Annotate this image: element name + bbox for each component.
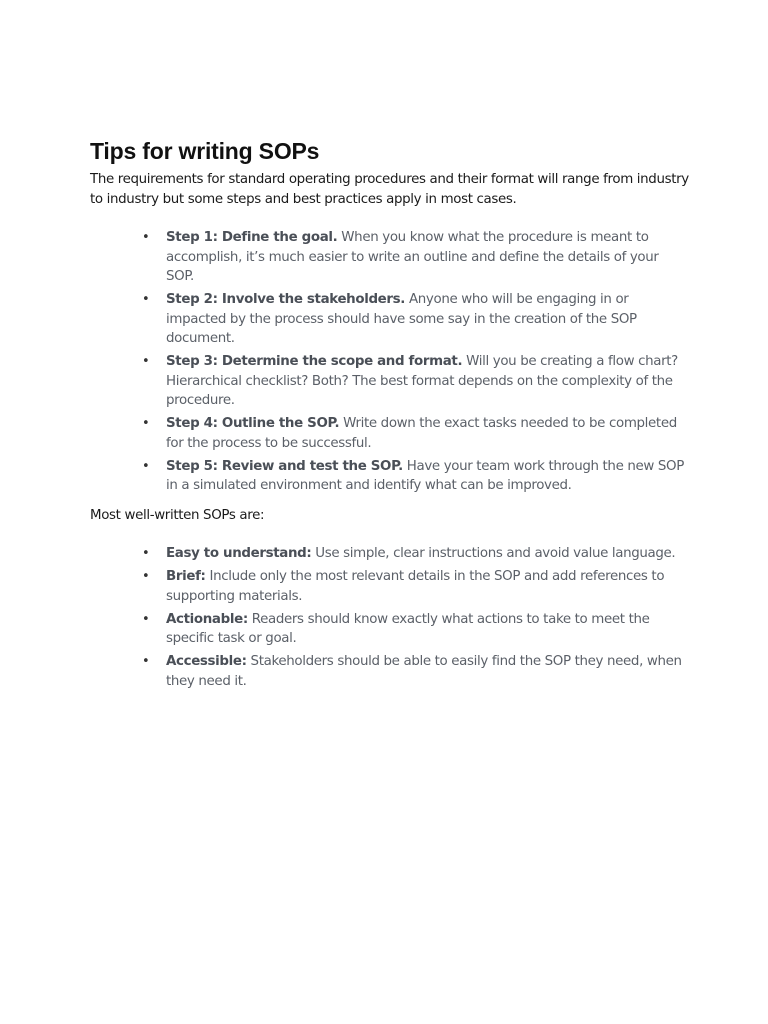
quality-text: Readers should know exactly what actions to take to meet the specific task or goal.	[166, 611, 650, 646]
bullet-icon: •	[142, 354, 150, 369]
bullet-icon: •	[142, 654, 150, 669]
step-text: Anyone who will be engaging in or impacted by the process should have some say in the creation of the SOP document.	[166, 292, 637, 346]
step-text: When you know what the procedure is meant to accomplish, it’s much easier to write an outline and define the details of your SOP.	[166, 230, 659, 284]
list-item	[142, 228, 686, 287]
step-text: Have your team work through the new SOP in a simulated environment and identify what can be improved.	[166, 458, 684, 493]
list-item	[142, 544, 686, 564]
list-item	[142, 457, 686, 496]
quality-text: Stakeholders should be able to easily find the SOP they need, when they need it.	[166, 654, 682, 689]
bullet-icon: •	[142, 611, 150, 627]
step-lead: Step 5: Review and test the SOP.	[166, 458, 403, 474]
list-item	[142, 290, 686, 349]
step-lead: Step 4: Outline the SOP.	[166, 416, 340, 431]
list-item	[142, 352, 686, 411]
list-item	[142, 414, 686, 453]
intro-paragraph: The requirements for standard operating procedures and their format will range from industry to industry but some steps and best practices apply in most cases.	[90, 172, 689, 207]
bullet-icon: •	[142, 292, 150, 307]
list-item	[142, 567, 686, 606]
list-item	[142, 652, 686, 691]
quality-text: Use simple, clear instructions and avoid value language.	[315, 546, 676, 561]
step-text: Will you be creating a flow chart? Hierarchical checklist? Both? The best format depends on the complexity of the procedure.	[166, 354, 678, 408]
quality-lead: Brief:	[166, 569, 206, 584]
quality-lead: Easy to understand:	[166, 546, 312, 561]
quality-lead: Accessible:	[166, 654, 247, 669]
step-lead: Step 2: Involve the stakeholders.	[166, 292, 406, 307]
bullet-icon: •	[142, 416, 150, 431]
bullet-icon: •	[142, 458, 150, 474]
steps-list	[142, 228, 686, 499]
step-lead: Step 1: Define the goal.	[166, 230, 338, 245]
bullet-icon: •	[142, 230, 150, 245]
bullet-icon: •	[142, 546, 150, 561]
list-item	[142, 610, 686, 649]
step-text: Write down the exact tasks needed to be completed for the process to be successful.	[166, 416, 677, 451]
step-lead: Step 3: Determine the scope and format.	[166, 354, 463, 369]
quality-lead: Actionable:	[166, 611, 248, 627]
qualities-list	[142, 544, 686, 695]
bullet-icon: •	[142, 569, 150, 584]
page-title: Tips for writing SOPs	[90, 138, 320, 164]
qualities-heading: Most well-written SOPs are:	[90, 508, 265, 523]
quality-text: Include only the most relevant details in the SOP and add references to supporting materials.	[166, 569, 665, 604]
